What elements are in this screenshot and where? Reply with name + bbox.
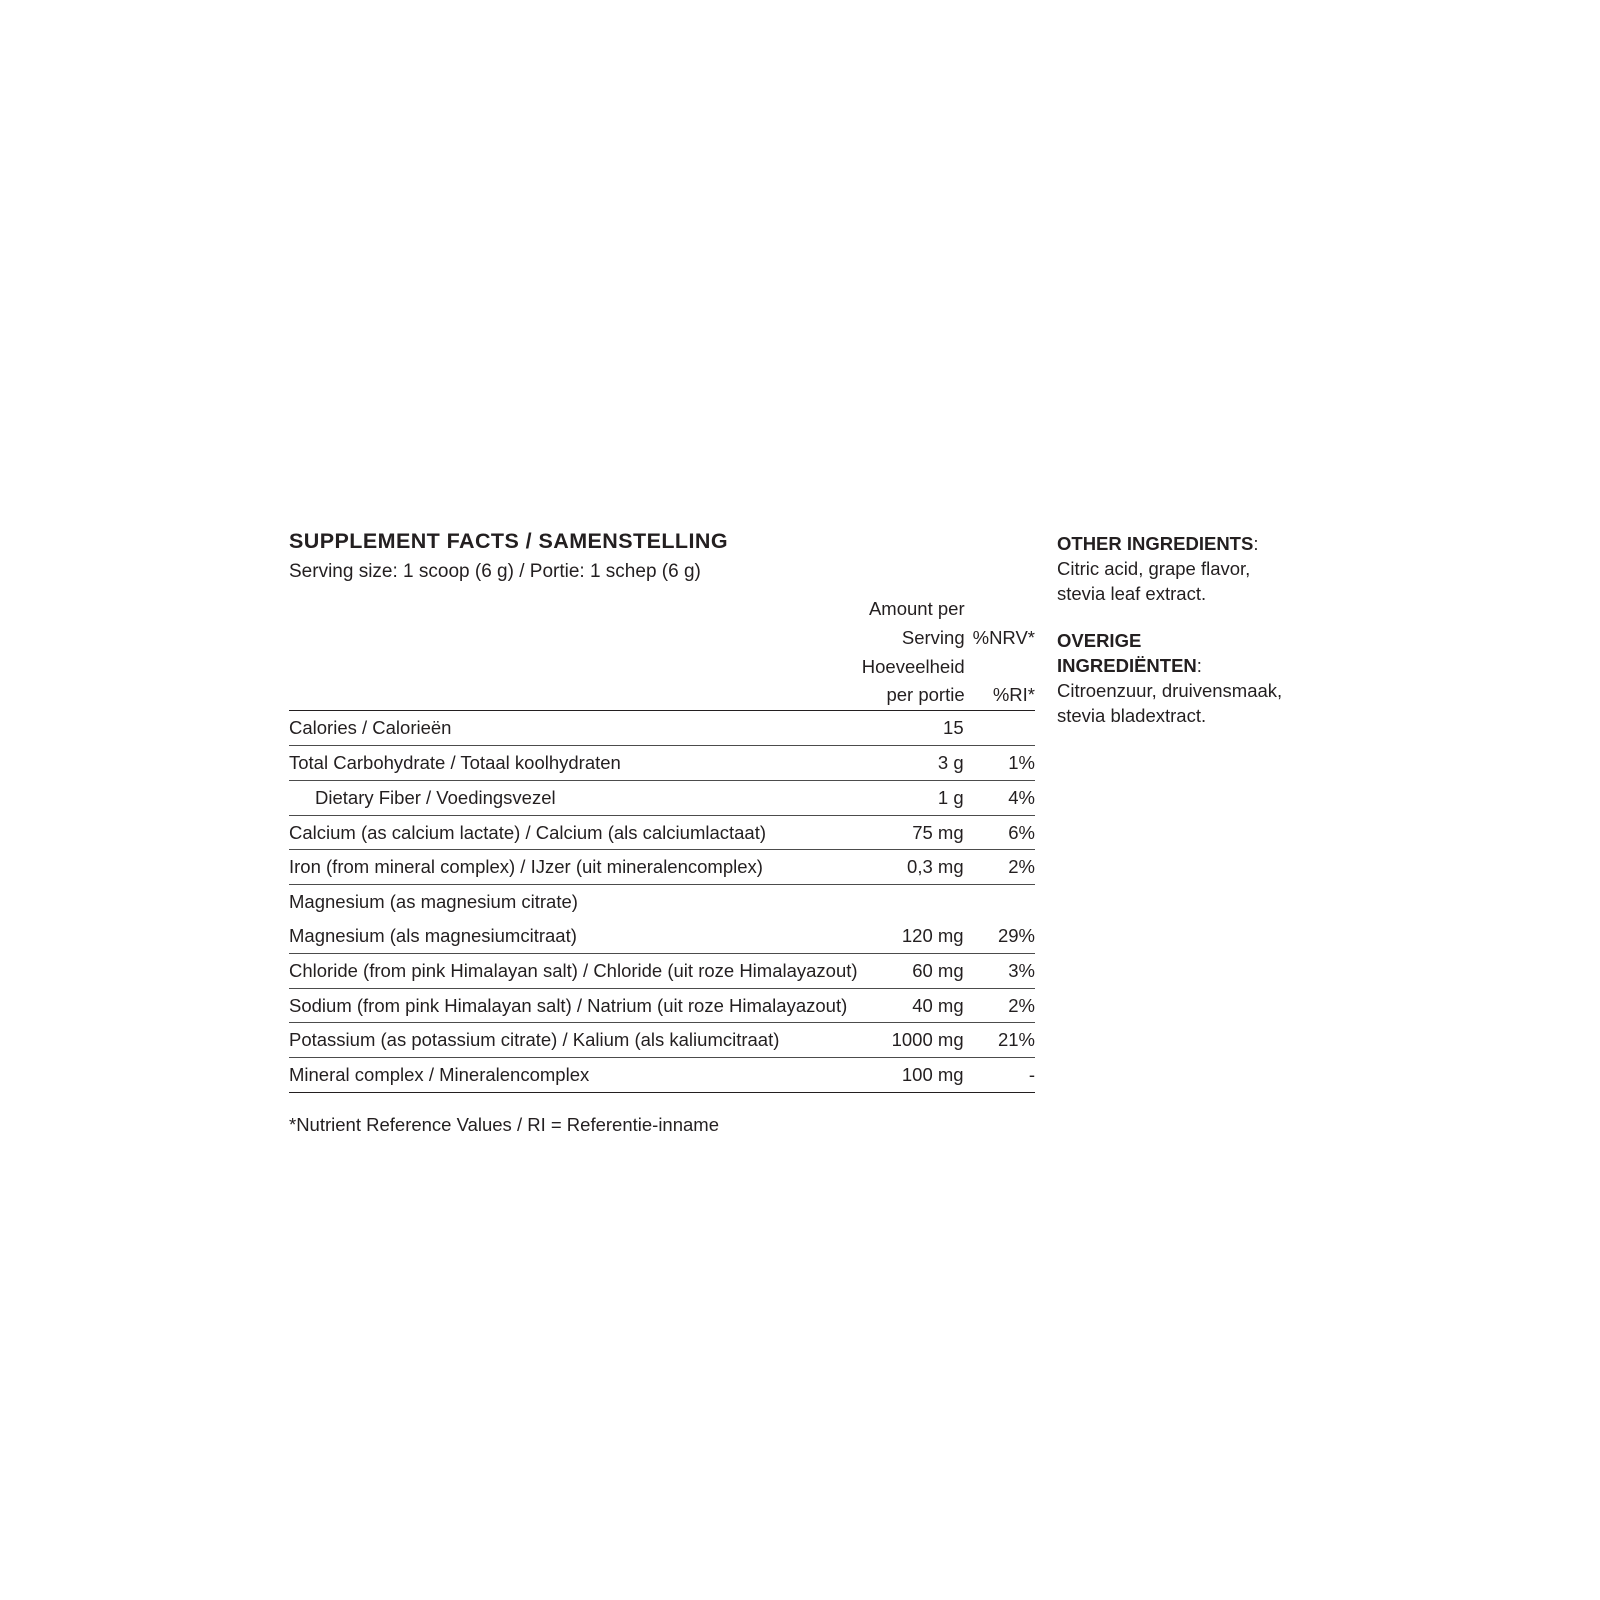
nutrient-amount: 3 g [858, 745, 965, 780]
nutrient-name: Calories / Calorieën [289, 711, 858, 746]
table-row [289, 1023, 1035, 1058]
table-header-row-en [289, 595, 1035, 652]
nutrient-name: Chloride (from pink Himalayan salt) / Chloride (uit roze Himalayazout) [289, 953, 858, 988]
nutrient-dv: 6% [965, 815, 1035, 850]
table-row [289, 815, 1035, 850]
nutrient-amount: 15 [858, 711, 965, 746]
nutrient-dv: - [965, 1058, 1035, 1093]
nrv-footnote: *Nutrient Reference Values / RI = Referentie-inname [289, 1114, 719, 1136]
nutrient-amount: 60 mg [858, 953, 965, 988]
serving-size-text: Serving size: 1 scoop (6 g) / Portie: 1 schep (6 g) [289, 560, 701, 582]
supplement-facts-table [289, 595, 1035, 1093]
nutrient-dv: 4% [965, 780, 1035, 815]
other-ingredients-panel [1057, 529, 1289, 729]
nutrient-amount: 1 g [858, 780, 965, 815]
nutrient-name: Dietary Fiber / Voedingsvezel [289, 780, 858, 815]
other-ingredients-en [1057, 532, 1289, 607]
table-row [289, 988, 1035, 1023]
nutrient-amount: 100 mg [858, 1058, 965, 1093]
header-spacer [289, 595, 858, 652]
supplement-facts-title: SUPPLEMENT FACTS / SAMENSTELLING [289, 529, 729, 553]
table-row [289, 1058, 1035, 1093]
nutrient-name: Total Carbohydrate / Totaal koolhydraten [289, 745, 858, 780]
other-ingredients-en-body: : Citric acid, grape flavor, stevia leaf extract. [1057, 533, 1259, 604]
header-amount-nl: Hoeveelheid per portie [861, 655, 965, 706]
supplement-facts-panel [289, 529, 1035, 1137]
nutrient-name: Iron (from mineral complex) / IJzer (uit mineralencomplex) [289, 850, 858, 885]
table-row [289, 953, 1035, 988]
nutrient-name: Magnesium (als magnesiumcitraat) [289, 925, 577, 947]
header-dv-en: %NRV* [972, 627, 1035, 649]
nutrient-dv: 2% [965, 850, 1035, 885]
nutrient-dv [965, 711, 1035, 746]
other-ingredients-nl-paragraph [1057, 629, 1289, 729]
nutrient-dv: 21% [965, 1023, 1035, 1058]
header-spacer-nl [289, 653, 858, 711]
nutrient-name: Sodium (from pink Himalayan salt) / Natrium (uit roze Himalayazout) [289, 988, 858, 1023]
nutrient-dv: 29% [997, 925, 1035, 947]
nutrient-amount: 0,3 mg [858, 850, 965, 885]
table-bottom-rule [289, 1093, 1035, 1094]
nutrient-amount [858, 885, 965, 919]
nutrient-amount: 1000 mg [858, 1023, 965, 1058]
table-row [289, 745, 1035, 780]
nutrient-amount: 75 mg [858, 815, 965, 850]
nutrient-dv [965, 885, 1035, 919]
nutrient-dv: 2% [965, 988, 1035, 1023]
nutrient-dv: 3% [965, 953, 1035, 988]
nutrient-dv: 1% [965, 745, 1035, 780]
nutrient-amount: 120 mg [901, 925, 964, 947]
other-ingredients-nl [1057, 629, 1289, 729]
table-row [289, 919, 1035, 953]
header-dv-nl: %RI* [992, 684, 1035, 706]
other-ingredients-en-paragraph [1057, 532, 1289, 607]
table-row [289, 885, 1035, 919]
header-amount-en: Amount per Serving [868, 598, 965, 649]
nutrient-name: Mineral complex / Mineralencomplex [289, 1058, 858, 1093]
table-row [289, 780, 1035, 815]
nutrient-name: Magnesium (as magnesium citrate) [289, 885, 858, 919]
table-row [289, 711, 1035, 746]
nutrient-name: Calcium (as calcium lactate) / Calcium (als calciumlactaat) [289, 815, 858, 850]
nutrient-amount: 40 mg [858, 988, 965, 1023]
other-ingredients-nl-heading: OVERIGE INGREDIËNTEN [1057, 629, 1197, 676]
other-ingredients-nl-body: : Citroenzuur, druivensmaak, stevia bladextract. [1057, 654, 1283, 726]
nutrient-name: Potassium (as potassium citrate) / Kalium (als kaliumcitraat) [289, 1023, 858, 1058]
table-row [289, 850, 1035, 885]
other-ingredients-en-heading: OTHER INGREDIENTS [1057, 533, 1254, 554]
table-header-row-nl [289, 653, 1035, 711]
supplement-label [289, 529, 1289, 1137]
